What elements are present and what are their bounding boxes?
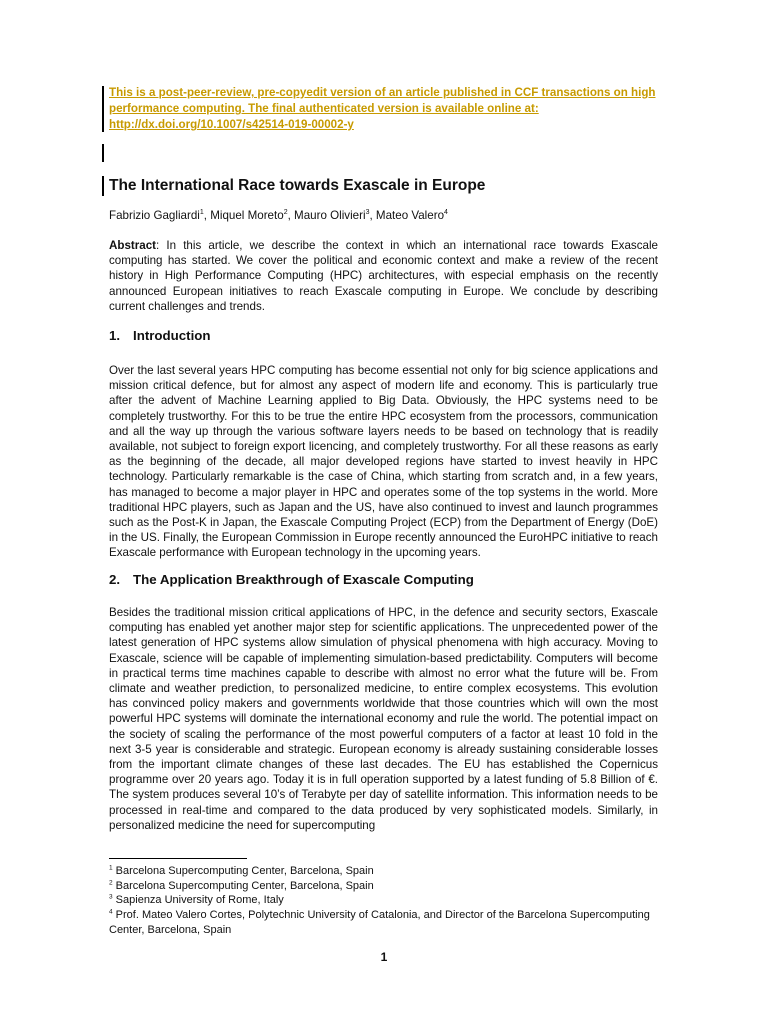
footnotes (109, 864, 658, 938)
doi-link[interactable]: http://dx.doi.org/10.1007/s42514-019-00002-y (109, 118, 354, 131)
section-title: Introduction (133, 328, 211, 343)
author-name: Mauro Olivieri (294, 209, 366, 222)
publication-notice (109, 85, 669, 133)
abstract (109, 238, 658, 314)
footnote (109, 908, 658, 937)
author-affiliation-mark: 1 (199, 209, 204, 217)
footnote-mark: 2 (109, 879, 113, 887)
section-title: The Application Breakthrough of Exascale Computing (133, 572, 474, 587)
author-affiliation-mark: 4 (444, 209, 448, 217)
section-number: 2. (109, 572, 121, 587)
change-bar-notice (102, 86, 104, 132)
footnote-text: Barcelona Supercomputing Center, Barcelona, Spain (112, 879, 374, 892)
footnote-text: Sapienza University of Rome, Italy (112, 894, 284, 907)
abstract-label: Abstract (109, 239, 157, 252)
footnote-mark: 1 (109, 864, 113, 872)
abstract-text: : In this article, we describe the context in which an international race towards Exascale computing has started. We cover the political and economic context and make a review of the recent history in High Performance Computing (HPC) architectures, with especial emphasis on the recently announced European initiatives to reach Exascale computing in Europe. We conclude by describing current challenges and trends. (109, 239, 658, 313)
section-heading-introduction (109, 328, 211, 343)
page-number: 1 (380, 950, 388, 964)
paper-title: The International Race towards Exascale in Europe (109, 177, 486, 194)
footnote-separator (109, 858, 247, 859)
notice-line-2: performance computing. The final authenticated version is available online at: (109, 102, 539, 115)
section-heading-application-breakthrough (109, 572, 474, 587)
footnote-text: Prof. Mateo Valero Cortes, Polytechnic University of Catalonia, and Director of the Barcelona Supercomputing Center, Barcelona, Spain (109, 909, 650, 936)
change-bar-blank (102, 144, 104, 162)
application-paragraph: Besides the traditional mission critical applications of HPC, in the defence and security sectors, Exascale computing has enabled yet another major step for scientific applications. The unprecedented power of the latest generation of HPC systems allow simulation of physical phenomena with high accuracy. Moving to Exascale, science will be capable of implementing simulation-based predictability. Computers will become in practical terms time machines capable to describe with almost no error what the future will be. From climate and weather prediction, to personalized medicine, to entire complex ecosystems. This evolution has convinced policy makers and governments worldwide that those countries which will own the most powerful HPC systems will dominate the international economy and rule the world. The potential impact on the society of scaling the performance of the most powerful computers of a factor at least 10 fold in the next 3-5 year is considerable and strategic. European economy is already sustaining considerable losses from the important climate changes of these last decades. The EU has established the Copernicus programme over 20 years ago. Today it is in full operation supported by a latest funding of 5.8 Billion of €. The system produces several 10’s of Terabyte per day of satellite information. This information needs to be processed in real-time and compared to the data produced by very sophisticated models. Similarly, in personalized medicine the need for supercomputing (109, 606, 658, 832)
author-list: Fabrizio Gagliardi$^1$, Miquel Moreto$^2$, Mauro Olivieri$^3$, Mateo Valero$^4$ (109, 209, 448, 222)
footnote-mark: 3 (109, 893, 113, 901)
change-bar-title (102, 176, 104, 196)
author-name: Mateo Valero (375, 209, 445, 222)
author-affiliation-mark: 3 (365, 209, 370, 217)
notice-line-1: This is a post-peer-review, pre-copyedit version of an article published in CCF transactions on high (109, 86, 656, 99)
author-affiliation-mark: 2 (283, 209, 288, 217)
footnote-mark: 4 (109, 908, 113, 916)
footnote (109, 864, 658, 879)
footnote (109, 893, 658, 908)
footnote-text: Barcelona Supercomputing Center, Barcelona, Spain (112, 865, 374, 877)
author-name: Miquel Moreto (210, 209, 284, 222)
section-number: 1. (109, 328, 121, 343)
introduction-paragraph: Over the last several years HPC computing has become essential not only for big science applications and mission critical defence, but for almost any aspect of modern life and economy. This is particularly true after the advent of Machine Learning applied to Big Data. Obviously, the HPC systems need to be completely trustworthy. For this to be true the entire HPC ecosystem from the processors, communication and all the way up through the various software layers needs to be based on technology that is readily available, not subject to foreign export licencing, and completely trustworthy. For all these reasons as early as the beginning of the decade, all major developed regions have started to invest heavily in HPC technology. Particularly remarkable is the case of China, which starting from scratch and, in a few years, has managed to become a major player in HPC and operates some of the top systems in the world. More traditional HPC players, such as Japan and the US, have also continued to invest and launch programmes such as the Post-K in Japan, the Exascale Computing Project (ECP) from the Department of Energy (DoE) in the US. Finally, the European Commission in Europe recently announced the EuroHPC initiative to reach Exascale performance with European technology in the upcoming years. (109, 364, 658, 560)
author-name: Fabrizio Gagliardi (109, 209, 200, 222)
footnote (109, 879, 658, 894)
